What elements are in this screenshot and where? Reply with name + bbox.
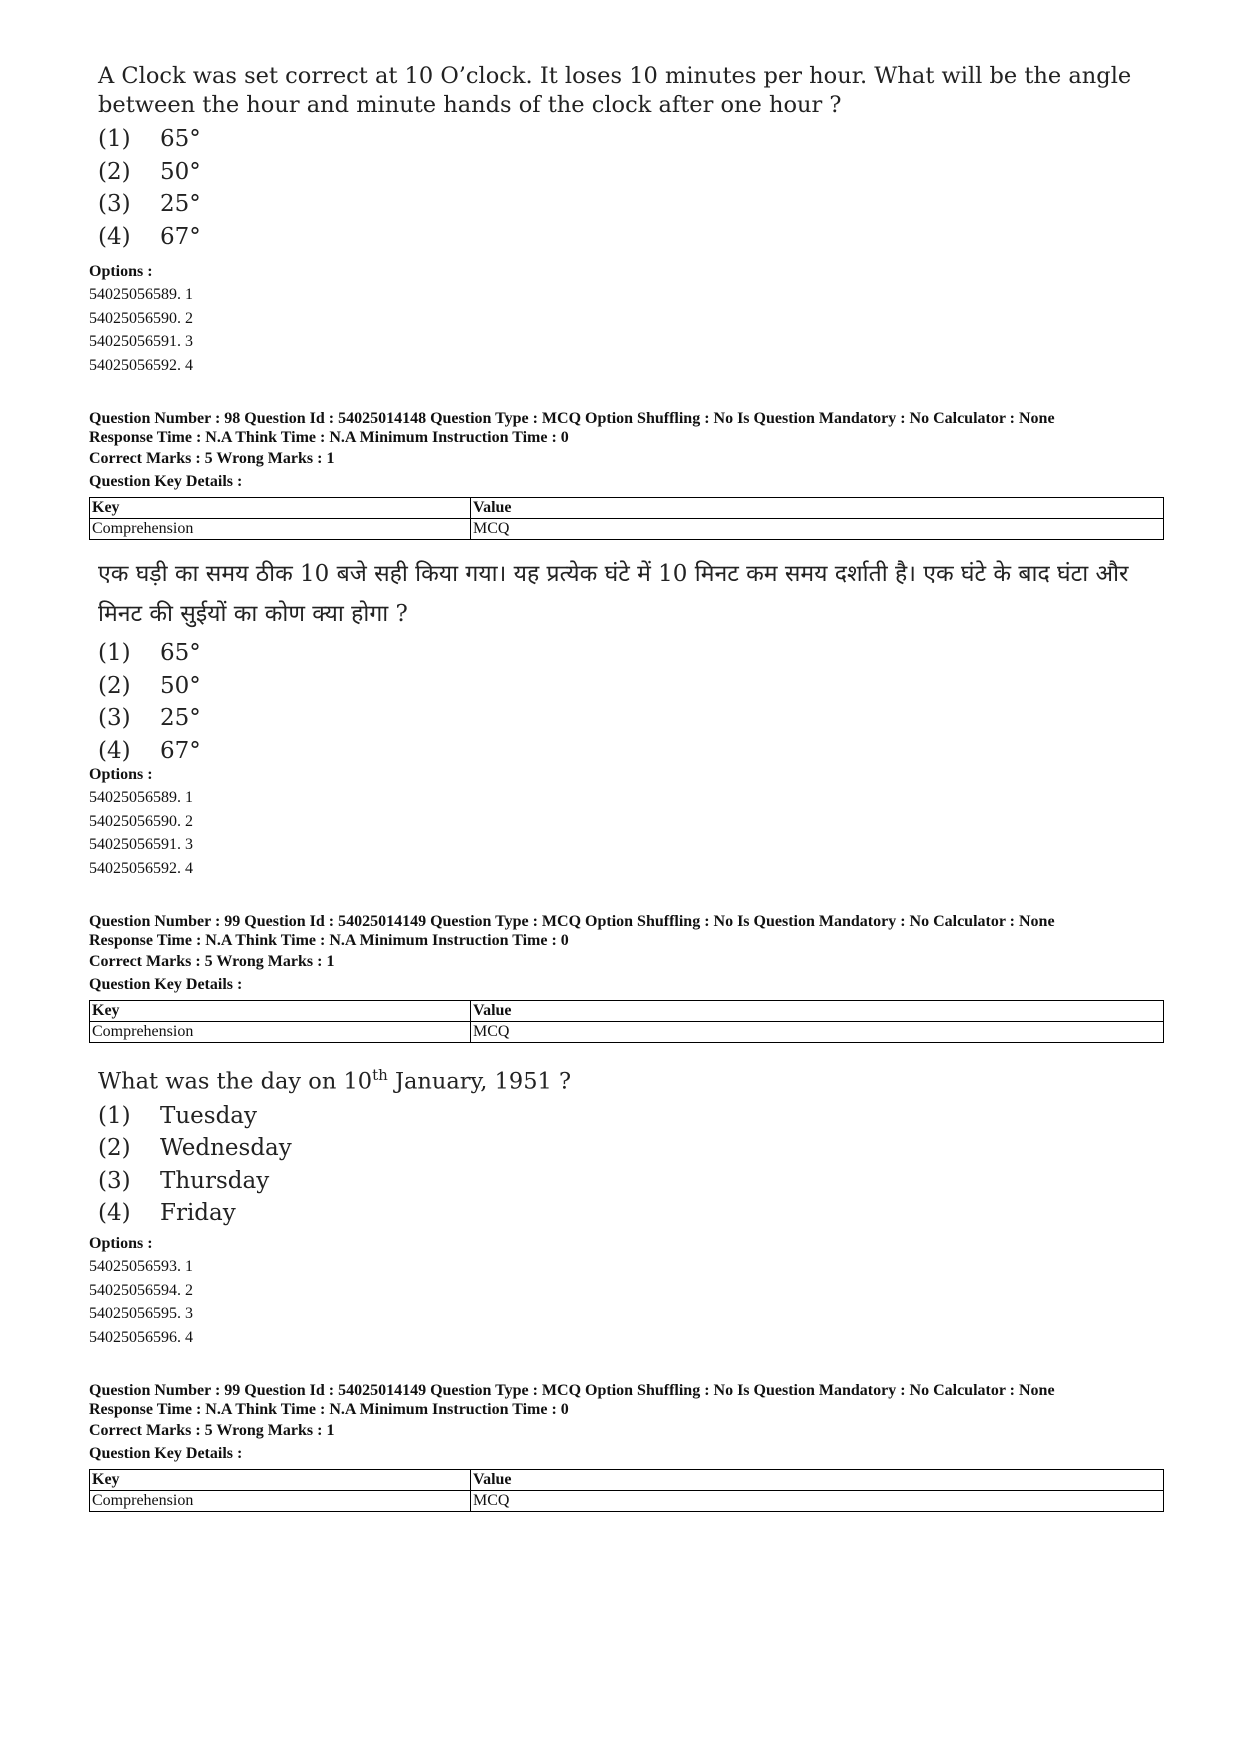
- question-meta: [89, 409, 1169, 494]
- options-block: [89, 764, 689, 880]
- option-id: 54025056591. 3: [89, 836, 193, 853]
- choice-number: (4): [98, 223, 131, 250]
- option-id: 54025056592. 4: [89, 859, 193, 877]
- choice-text: 67°: [160, 737, 201, 764]
- choice-text: 65°: [160, 640, 201, 666]
- table-cell-value: MCQ: [471, 519, 1164, 540]
- choice-number: (1): [98, 1102, 131, 1129]
- option-id: 54025056591. 3: [89, 333, 193, 350]
- table-header-key: Key: [90, 1470, 471, 1491]
- choice-item: [98, 1132, 1178, 1165]
- choice-item: [98, 221, 1178, 254]
- table-header-row: [90, 498, 1164, 519]
- question-text: A Clock was set correct at 10 O’clock. It loses 10 minutes per hour. What will be the angle between the hour and minute hands of the clock after one hour ?: [98, 63, 1132, 118]
- choice-text: 25°: [160, 705, 201, 731]
- choice-number: (4): [98, 737, 131, 764]
- key-details-label: Question Key Details :: [89, 473, 243, 490]
- table-cell-key: Comprehension: [90, 1022, 471, 1043]
- table-header-value: Value: [471, 1470, 1164, 1491]
- choice-item: [98, 123, 1178, 156]
- table-header-value: Value: [471, 498, 1164, 519]
- choice-item: [98, 670, 1178, 703]
- table-row: [90, 1491, 1164, 1512]
- question-text: एक घड़ी का समय ठीक 10 बजे सही किया गया। यह प्रत्येक घंटे में 10 मिनट कम समय दर्शाती है। एक घंटे के बाद घंटा और मिनट की सुईयों का कोण क्या होगा ?: [98, 561, 1129, 627]
- marks-line: Correct Marks : 5 Wrong Marks : 1: [89, 1422, 335, 1439]
- table-header-row: [90, 1470, 1164, 1491]
- marks-line: Correct Marks : 5 Wrong Marks : 1: [89, 450, 335, 467]
- option-id: 54025056594. 2: [89, 1281, 193, 1299]
- table-header-row: [90, 1001, 1164, 1022]
- question-meta-line: Question Number : 99 Question Id : 54025014149 Question Type : MCQ Option Shuffling : No Is Question Mandatory : No Calculator : None: [89, 1382, 1055, 1399]
- choice-text: 67°: [160, 223, 201, 250]
- option-id: 54025056595. 3: [89, 1305, 193, 1322]
- option-id: 54025056590. 2: [89, 812, 193, 830]
- choice-number: (4): [98, 1200, 131, 1226]
- choice-number: (3): [98, 705, 131, 731]
- option-id: 54025056589. 1: [89, 286, 193, 303]
- question-text-pre: What was the day on 10: [98, 1068, 373, 1095]
- table-cell-key: Comprehension: [90, 1491, 471, 1512]
- option-id: 54025056589. 1: [89, 789, 193, 806]
- response-time-line: Response Time : N.A Think Time : N.A Minimum Instruction Time : 0: [89, 1401, 569, 1418]
- option-id: 54025056596. 4: [89, 1328, 193, 1346]
- choice-item: [98, 1197, 1178, 1230]
- table-header-value: Value: [471, 1001, 1164, 1022]
- response-time-line: Response Time : N.A Think Time : N.A Minimum Instruction Time : 0: [89, 429, 569, 446]
- question-image-english: [98, 62, 1178, 253]
- question-meta-line: Question Number : 98 Question Id : 54025014148 Question Type : MCQ Option Shuffling : No Is Question Mandatory : No Calculator : None: [89, 410, 1055, 427]
- table-row: [90, 1022, 1164, 1043]
- choice-text: Tuesday: [160, 1102, 257, 1129]
- choice-item: [98, 188, 1178, 221]
- question-meta: [89, 912, 1169, 997]
- table-header-key: Key: [90, 1001, 471, 1022]
- choice-text: Thursday: [160, 1167, 270, 1194]
- table-row: [90, 519, 1164, 540]
- question-text-superscript: th: [372, 1066, 388, 1084]
- key-details-table: [89, 497, 1164, 540]
- options-label: Options :: [89, 263, 153, 280]
- table-header-key: Key: [90, 498, 471, 519]
- question-meta: [89, 1381, 1169, 1466]
- choice-item: [98, 1165, 1178, 1198]
- choice-number: (3): [98, 191, 131, 217]
- choice-item: [98, 735, 1178, 768]
- key-details-table: [89, 1469, 1164, 1512]
- choice-text: Wednesday: [160, 1135, 292, 1161]
- option-id: 54025056593. 1: [89, 1258, 193, 1275]
- choice-list: [98, 123, 1178, 253]
- response-time-line: Response Time : N.A Think Time : N.A Minimum Instruction Time : 0: [89, 932, 569, 949]
- question-text-post: January, 1951 ?: [387, 1068, 572, 1095]
- choice-text: 50°: [160, 158, 201, 185]
- table-cell-value: MCQ: [471, 1022, 1164, 1043]
- choice-item: [98, 637, 1178, 670]
- choice-list: [98, 1100, 1178, 1230]
- choice-item: [98, 156, 1178, 189]
- options-label: Options :: [89, 766, 153, 783]
- question-meta-line: Question Number : 99 Question Id : 54025014149 Question Type : MCQ Option Shuffling : No Is Question Mandatory : No Calculator : None: [89, 913, 1055, 930]
- choice-item: [98, 1100, 1178, 1133]
- choice-item: [98, 702, 1178, 735]
- options-label: Options :: [89, 1235, 153, 1252]
- choice-list: [98, 637, 1178, 767]
- question-image-english: [98, 1061, 1178, 1230]
- table-cell-key: Comprehension: [90, 519, 471, 540]
- choice-text: Friday: [160, 1200, 236, 1226]
- question-image-hindi: [98, 554, 1178, 767]
- choice-text: 50°: [160, 672, 201, 699]
- options-block: [89, 261, 689, 377]
- key-details-label: Question Key Details :: [89, 976, 243, 993]
- choice-number: (2): [98, 158, 131, 185]
- choice-text: 25°: [160, 191, 201, 217]
- choice-number: (3): [98, 1167, 131, 1194]
- choice-number: (2): [98, 1135, 131, 1161]
- choice-text: 65°: [160, 126, 201, 152]
- option-id: 54025056592. 4: [89, 356, 193, 374]
- table-cell-value: MCQ: [471, 1491, 1164, 1512]
- question-text: [98, 1061, 1178, 1097]
- key-details-table: [89, 1000, 1164, 1043]
- choice-number: (1): [98, 640, 131, 666]
- options-block: [89, 1233, 689, 1349]
- choice-number: (1): [98, 126, 131, 152]
- marks-line: Correct Marks : 5 Wrong Marks : 1: [89, 953, 335, 970]
- choice-number: (2): [98, 672, 131, 699]
- option-id: 54025056590. 2: [89, 309, 193, 327]
- key-details-label: Question Key Details :: [89, 1445, 243, 1462]
